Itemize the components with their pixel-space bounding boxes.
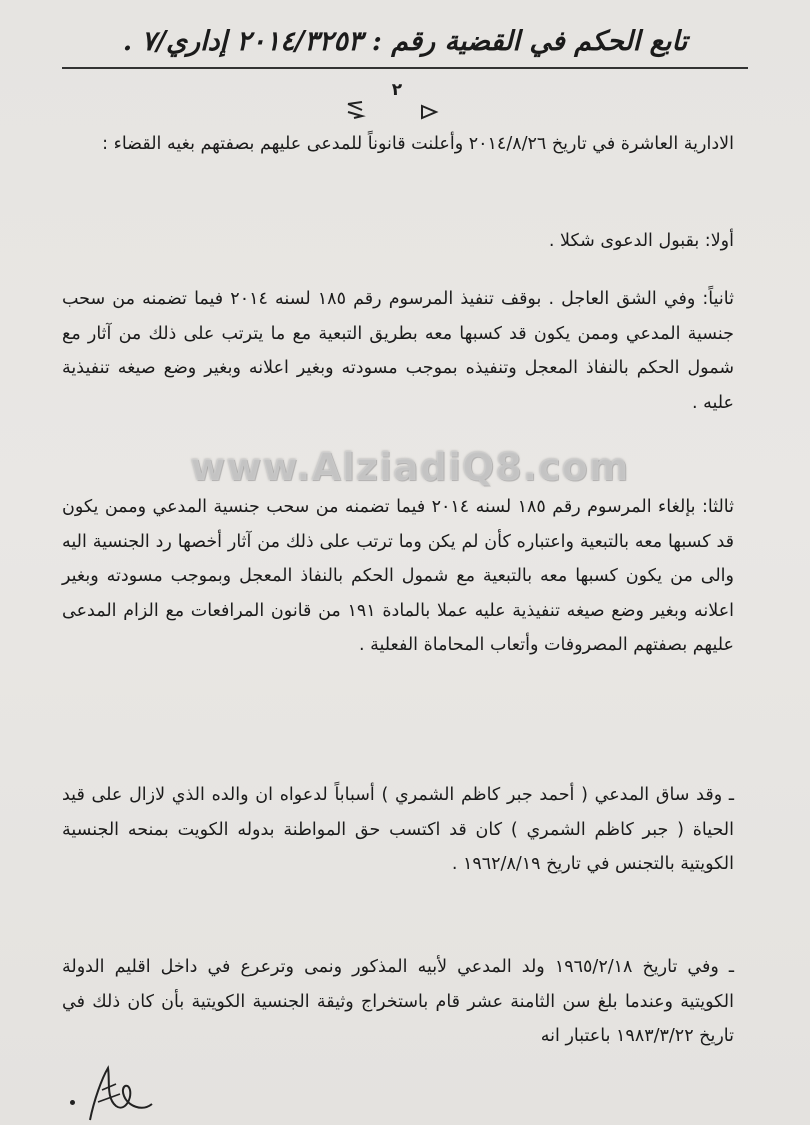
page-number: ٢ bbox=[391, 80, 403, 100]
paragraph-intro: الادارية العاشرة في تاريخ ٢٠١٤/٨/٢٦ وأعلنت قانوناً للمدعى عليهم بصفتهم بغيه القضاء : bbox=[102, 134, 734, 154]
signature-dot bbox=[70, 1100, 75, 1105]
page-header-title: تابع الحكم في القضية رقم : ٢٠١٤/٣٢٥٣ إداري/٧ . bbox=[122, 26, 688, 57]
paragraph-birth-details: ـ وفي تاريخ ١٩٦٥/٢/١٨ ولد المدعي لأبيه المذكور ونمى وترعرع في داخل اقليم الدولة الكويتية وعندما بلغ سن الثامنة عشر قام باستخراج وثيقة الجنسية الكويتية بأن كان ذلك في تاريخ ١٩٨٣/٣/٢٢ باعتبار انه bbox=[62, 957, 735, 1046]
header-rule bbox=[62, 67, 748, 69]
paragraph-second-request: ثانياً: وفي الشق العاجل . بوقف تنفيذ المرسوم رقم ١٨٥ لسنه ٢٠١٤ فيما تضمنه من سحب جنسية المدعي وممن يكون قد كسبها معه بطريق التبعية مع ما يترتب على ذلك من آثار مع شمول الحكم بالنفاذ المعجل وتنفيذه بموجب مسودته وبغير اعلانه وبغير وضع صيغه تنفيذية عليه . bbox=[62, 289, 734, 413]
paragraph-first-request: أولا: بقبول الدعوى شكلا . bbox=[548, 231, 734, 251]
handwritten-signature bbox=[72, 1060, 182, 1125]
paragraph-plaintiff-reasons: ـ وقد ساق المدعي ( أحمد جبر كاظم الشمري ) أسباباً لدعواه ان والده الذي لازال على قيد الحياة ( جبر كاظم الشمري ) كان قد اكتسب حق المواطنة بدوله الكويت بمنحه الجنسية الكويتية بالتجنس في تاريخ ١٩٦٢/٨/١٩ . bbox=[62, 785, 734, 874]
page-number-arrow-marks bbox=[340, 98, 450, 122]
paragraph-third-request: ثالثا: بإلغاء المرسوم رقم ١٨٥ لسنه ٢٠١٤ فيما تضمنه من سحب جنسية المدعي وممن يكون قد كسبها معه بالتبعية واعتباره كأن لم يكن وما ترتب على ذلك من آثار أخصها رد الجنسية اليه والى من يكون كسبها معه بالتبعية مع شمول الحكم بالنفاذ المعجل وبموجب مسودته وبغير اعلانه وبغير وضع صيغه تنفيذية عليه عملا بالمادة ١٩١ من قانون المرافعات مع الزام المدعى عليهم بصفتهم المصروفات وأتعاب المحاماة الفعلية . bbox=[62, 497, 734, 655]
website-watermark: www.AlziadiQ8.com bbox=[190, 445, 630, 489]
